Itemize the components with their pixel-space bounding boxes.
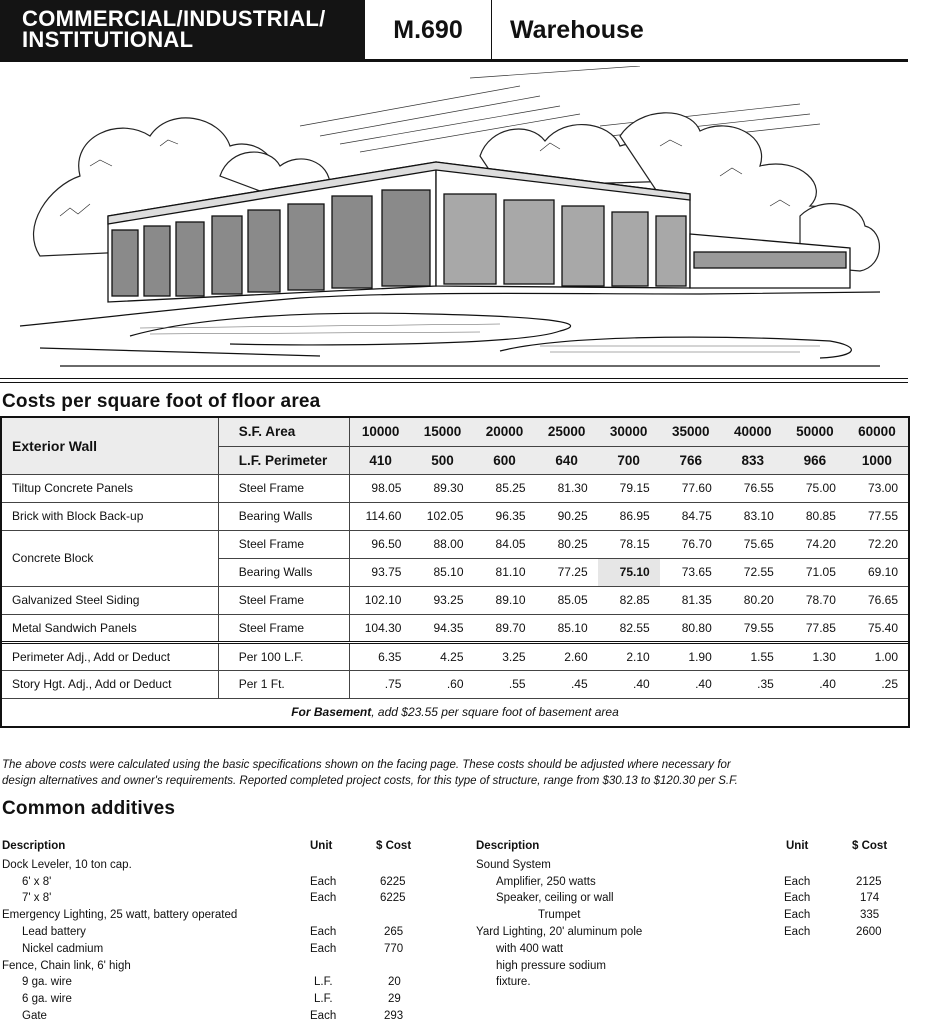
cost-cell: 102.10	[349, 586, 411, 614]
adjustment-cell: 2.60	[536, 642, 598, 670]
cost-cell: 89.70	[474, 614, 536, 642]
cost-cell: 75.65	[722, 530, 784, 558]
item-description: Yard Lighting, 20' aluminum pole	[476, 925, 643, 938]
cost-cell: 96.50	[349, 530, 411, 558]
lf-perimeter-cell: 640	[536, 446, 598, 474]
wall-type: Galvanized Steel Siding	[2, 586, 218, 614]
frame-type: Bearing Walls	[218, 502, 349, 530]
sf-area-cell: 25000	[536, 418, 598, 446]
item-description: Dock Leveler, 10 ton cap.	[2, 858, 132, 871]
cost-cell: 76.70	[660, 530, 722, 558]
page-header	[0, 0, 908, 62]
adjustment-cell: .35	[722, 670, 784, 698]
sf-area-cell: 30000	[598, 418, 660, 446]
cost-cell: 79.15	[598, 474, 660, 502]
sf-area-row	[2, 418, 908, 446]
item-description: Amplifier, 250 watts	[496, 875, 596, 888]
cost-cell: 80.20	[722, 586, 784, 614]
unit-header: Unit	[310, 840, 333, 852]
cost-cell: 86.95	[598, 502, 660, 530]
cost-cell: 78.70	[784, 586, 846, 614]
cost-cell: 94.35	[411, 614, 473, 642]
cost-cell: 76.55	[722, 474, 784, 502]
frame-type: Steel Frame	[218, 474, 349, 502]
item-cost: 2125	[856, 875, 882, 888]
list-item	[476, 907, 896, 924]
cost-cell: 78.15	[598, 530, 660, 558]
adjustment-cell: .75	[349, 670, 411, 698]
wall-type: Brick with Block Back-up	[2, 502, 218, 530]
table-row	[2, 614, 908, 642]
wall-type: Concrete Block	[2, 530, 218, 586]
item-unit: Each	[784, 925, 811, 938]
cost-cell: 89.30	[411, 474, 473, 502]
adjustment-cell: 1.55	[722, 642, 784, 670]
cost-header: $ Cost	[852, 840, 888, 852]
unit-header: Unit	[786, 840, 809, 852]
item-unit: Each	[310, 942, 337, 955]
item-description: 6 ga. wire	[22, 993, 72, 1006]
model-code: M.690	[365, 0, 492, 60]
additives-header-row	[476, 838, 896, 855]
cost-cell: 83.10	[722, 502, 784, 530]
item-description: high pressure sodium	[496, 959, 606, 972]
list-item	[2, 924, 442, 941]
cost-cell: 114.60	[349, 502, 411, 530]
adjustment-label: Perimeter Adj., Add or Deduct	[2, 642, 218, 670]
cost-cell: 82.85	[598, 586, 660, 614]
item-unit: Each	[310, 875, 337, 888]
item-unit: Each	[310, 892, 337, 905]
sf-area-cell: 15000	[411, 418, 473, 446]
cost-cell: 73.00	[846, 474, 908, 502]
item-description: fixture.	[496, 976, 531, 989]
adjustment-row	[2, 670, 908, 698]
cost-cell: 85.25	[474, 474, 536, 502]
cost-cell: 85.05	[536, 586, 598, 614]
cost-cell: 85.10	[536, 614, 598, 642]
list-item	[476, 941, 896, 958]
list-item	[476, 974, 896, 991]
cost-cell: 75.00	[784, 474, 846, 502]
list-item	[2, 941, 442, 958]
adjustment-cell: .40	[660, 670, 722, 698]
lf-perimeter-cell: 1000	[846, 446, 908, 474]
list-item	[2, 874, 442, 891]
item-description: Sound System	[476, 858, 551, 871]
cost-cell: 79.55	[722, 614, 784, 642]
cost-cell: 93.75	[349, 558, 411, 586]
cost-note-line-1: The above costs were calculated using the basic specifications shown on the facing page. These costs should be adjusted where necessary for	[2, 759, 731, 771]
lf-perimeter-cell: 966	[784, 446, 846, 474]
item-cost: 174	[860, 892, 880, 905]
item-unit: Each	[310, 1009, 337, 1022]
adjustment-cell: 1.90	[660, 642, 722, 670]
cost-cell: 84.05	[474, 530, 536, 558]
category-line-2: INSTITUTIONAL	[22, 27, 194, 52]
cost-note	[2, 757, 882, 789]
sf-area-cell: 10000	[349, 418, 411, 446]
cost-cell: 69.10	[846, 558, 908, 586]
item-unit: Each	[784, 892, 811, 905]
cost-cell: 90.25	[536, 502, 598, 530]
cost-cell: 81.30	[536, 474, 598, 502]
item-description: Emergency Lighting, 25 watt, battery operated	[2, 909, 238, 922]
cost-cell: 71.05	[784, 558, 846, 586]
list-item	[476, 890, 896, 907]
basement-note-text: , add $23.55 per square foot of basement area	[371, 705, 619, 720]
cost-cell: 82.55	[598, 614, 660, 642]
adjustment-row	[2, 642, 908, 670]
cost-cell: 102.05	[411, 502, 473, 530]
adjustment-cell: .40	[784, 670, 846, 698]
highlighted-cost-cell: 75.10	[598, 558, 660, 586]
cost-cell: 93.25	[411, 586, 473, 614]
list-item	[2, 857, 442, 874]
table-row	[2, 474, 908, 502]
cost-cell: 98.05	[349, 474, 411, 502]
cost-note-line-2: design alternatives and owner's requirements. Reported completed project costs, for this type of structure, range from $30.13 to $120.30 per S.F.	[2, 775, 738, 787]
item-cost: 6225	[380, 875, 406, 888]
lf-perimeter-cell: 700	[598, 446, 660, 474]
adjustment-cell: .25	[846, 670, 908, 698]
additives-right-column	[476, 838, 896, 991]
item-description: 7' x 8'	[22, 892, 52, 905]
lf-perimeter-cell: 766	[660, 446, 722, 474]
item-description: Lead battery	[22, 925, 86, 938]
frame-type: Steel Frame	[218, 530, 349, 558]
table-row	[2, 502, 908, 530]
lf-perimeter-cell: 410	[349, 446, 411, 474]
adjustment-cell: 3.25	[474, 642, 536, 670]
adjustment-cell: .40	[598, 670, 660, 698]
cost-cell: 76.65	[846, 586, 908, 614]
item-cost: 293	[384, 1009, 404, 1022]
basement-note	[2, 698, 908, 726]
cost-cell: 77.60	[660, 474, 722, 502]
item-description: Gate	[22, 1009, 47, 1022]
frame-type: Steel Frame	[218, 614, 349, 642]
list-item	[2, 974, 442, 991]
item-cost: 770	[384, 942, 404, 955]
basement-note-bold: For Basement	[291, 705, 372, 720]
wall-type: Metal Sandwich Panels	[2, 614, 218, 642]
cost-cell: 74.20	[784, 530, 846, 558]
cost-cell: 84.75	[660, 502, 722, 530]
list-item	[476, 924, 896, 941]
additives-section-title: Common additives	[2, 798, 176, 819]
frame-type: Steel Frame	[218, 586, 349, 614]
divider	[0, 378, 908, 379]
cost-cell: 73.65	[660, 558, 722, 586]
list-item	[2, 890, 442, 907]
cost-cell: 80.80	[660, 614, 722, 642]
cost-header: $ Cost	[376, 840, 412, 852]
item-description: Fence, Chain link, 6' high	[2, 959, 131, 972]
item-unit: Each	[784, 875, 811, 888]
adjustment-unit: Per 1 Ft.	[218, 670, 349, 698]
frame-type: Bearing Walls	[218, 558, 349, 586]
item-cost: 20	[388, 976, 401, 989]
list-item	[2, 958, 442, 975]
basement-row	[2, 698, 908, 726]
item-unit: Each	[310, 925, 337, 938]
item-description: 6' x 8'	[22, 875, 52, 888]
additives-header-row	[2, 838, 442, 855]
cost-cell: 77.25	[536, 558, 598, 586]
adjustment-cell: 2.10	[598, 642, 660, 670]
cost-cell: 80.25	[536, 530, 598, 558]
cost-cell: 72.20	[846, 530, 908, 558]
adjustment-cell: .55	[474, 670, 536, 698]
cost-table	[0, 416, 910, 728]
cost-cell: 88.00	[411, 530, 473, 558]
sf-area-cell: 20000	[474, 418, 536, 446]
table-row	[2, 530, 908, 558]
item-description: Trumpet	[538, 909, 581, 922]
item-unit: L.F.	[314, 976, 333, 989]
warehouse-illustration	[0, 66, 908, 372]
list-item	[476, 857, 896, 874]
cost-cell: 85.10	[411, 558, 473, 586]
adjustment-unit: Per 100 L.F.	[218, 642, 349, 670]
sf-area-cell: 40000	[722, 418, 784, 446]
exterior-wall-header: Exterior Wall	[2, 418, 218, 474]
item-description: with 400 watt	[496, 942, 564, 955]
description-header: Description	[476, 840, 540, 852]
sf-area-cell: 60000	[846, 418, 908, 446]
table-row	[2, 586, 908, 614]
adjustment-label: Story Hgt. Adj., Add or Deduct	[2, 670, 218, 698]
wall-type: Tiltup Concrete Panels	[2, 474, 218, 502]
item-description: 9 ga. wire	[22, 976, 72, 989]
category-line-1: COMMERCIAL/INDUSTRIAL/	[22, 6, 326, 31]
adjustment-cell: .60	[411, 670, 473, 698]
cost-cell: 75.40	[846, 614, 908, 642]
sf-area-cell: 35000	[660, 418, 722, 446]
cost-cell: 77.55	[846, 502, 908, 530]
costs-section-title: Costs per square foot of floor area	[2, 391, 321, 412]
sf-area-cell: 50000	[784, 418, 846, 446]
cost-cell: 81.35	[660, 586, 722, 614]
sf-area-label: S.F. Area	[218, 418, 349, 446]
lf-perimeter-label: L.F. Perimeter	[218, 446, 349, 474]
item-cost: 265	[384, 925, 404, 938]
adjustment-cell: 1.30	[784, 642, 846, 670]
item-cost: 335	[860, 909, 880, 922]
list-item	[2, 907, 442, 924]
item-description: Speaker, ceiling or wall	[496, 892, 614, 905]
list-item	[2, 1008, 442, 1024]
item-unit: Each	[784, 909, 811, 922]
adjustment-cell: 1.00	[846, 642, 908, 670]
lf-perimeter-cell: 500	[411, 446, 473, 474]
list-item	[476, 958, 896, 975]
adjustment-cell: 6.35	[349, 642, 411, 670]
list-item	[476, 874, 896, 891]
lf-perimeter-cell: 600	[474, 446, 536, 474]
cost-cell: 77.85	[784, 614, 846, 642]
item-cost: 2600	[856, 925, 882, 938]
cost-cell: 104.30	[349, 614, 411, 642]
item-cost: 29	[388, 993, 401, 1006]
cost-cell: 80.85	[784, 502, 846, 530]
adjustment-cell: .45	[536, 670, 598, 698]
item-description: Nickel cadmium	[22, 942, 104, 955]
cost-cell: 72.55	[722, 558, 784, 586]
cost-cell: 89.10	[474, 586, 536, 614]
page-title: Warehouse	[510, 16, 644, 44]
item-unit: L.F.	[314, 993, 333, 1006]
item-cost: 6225	[380, 892, 406, 905]
lf-perimeter-cell: 833	[722, 446, 784, 474]
additives-left-column	[2, 838, 442, 1024]
list-item	[2, 991, 442, 1008]
description-header: Description	[2, 840, 66, 852]
cost-cell: 96.35	[474, 502, 536, 530]
category-banner	[0, 0, 365, 60]
adjustment-cell: 4.25	[411, 642, 473, 670]
divider	[0, 382, 908, 383]
cost-cell: 81.10	[474, 558, 536, 586]
